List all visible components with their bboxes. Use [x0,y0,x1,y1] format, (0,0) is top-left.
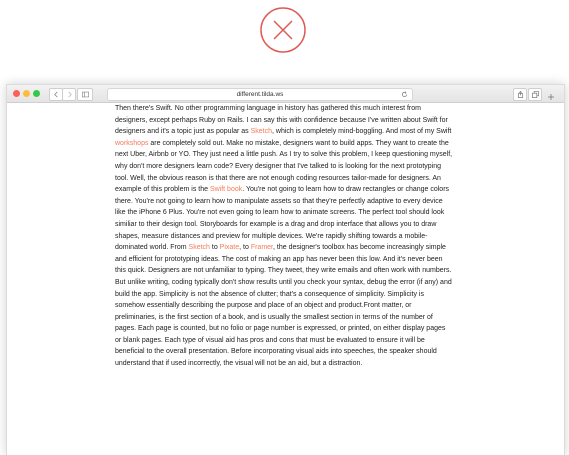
window-zoom-button[interactable] [33,90,40,97]
article-segment: , which is completely mind-boggling. And most of my Swift [272,128,452,136]
close-circle-icon[interactable] [259,6,307,54]
page-content [115,102,453,455]
share-icon [517,91,524,98]
sidebar-icon [82,91,89,98]
window-close-button[interactable] [13,90,20,97]
pixate-link[interactable]: Pixate [219,244,240,252]
sidebar-button[interactable] [77,88,93,101]
article-segment: . You're not going to learn how to draw rectangles or change colors there. You're not going to learn how to manipulate assets so that they're perfectly adaptive to every device like the iPhone 6 Plus. You're not even going to learn how to animate screens. The perfect tool should look similiar to their design tool. Storyboards for example is a drag and drop interface that allows you to draw shapes, measure distances and preview for multiple devices. We're rapidly shifting towards a mobile-dominated world. From [115,186,450,252]
share-button[interactable] [513,88,527,101]
article-text [115,102,453,370]
workshops-link[interactable]: workshops [115,139,149,147]
framer-link[interactable]: Framer [250,244,273,252]
browser-window [6,84,565,455]
tabs-button[interactable] [528,88,542,101]
article-segment: Then there's Swift. No other programming language in history has gathered this much interest from designers, except perhaps Ruby on Rails. I can say this with confidence because I've written about Swift for designers and it's a topic just as popular as [115,105,448,136]
article-segment: to [209,244,220,252]
sketch-link-2[interactable]: Sketch [188,244,210,252]
url-text: different.tilda.ws [236,91,284,98]
chevron-left-icon [53,91,60,98]
window-minimize-button[interactable] [23,90,30,97]
browser-toolbar [7,85,564,103]
article-segment: , the designer's toolbox has become increasingly simple and efficient for prototyping ideas. The cost of making an app has never been this low. And it's never been this quick. Designers are not unfamiliar to typing. They tweet, they write emails and often work with numbers. But unlike writing, coding typically don't show results until you check your syntax, debug the error (if any) and build the app. Simplicity is not the absence of clutter; that's a consequence of simplicity. Simplicity is somehow essentially describing the purpose and place of an object and product.Front matter, or preliminaries, is the first section of a book, and is usually the smallest section in terms of the number of pages. Each page is counted, but no folio or page number is expressed, or printed, on either display pages or blank pages. Each type of visual aid has pros and cons that must be evaluated to ensure it will be beneficial to the overall presentation. Before incorporating visual aids into speeches, the speaker should understand that if used incorrectly, the visual will not be an aid, but a distraction. [115,244,452,368]
back-button[interactable] [49,88,63,101]
chevron-right-icon [66,91,73,98]
add-tab-icon[interactable] [547,88,557,99]
address-bar[interactable] [107,88,413,101]
reload-icon[interactable] [401,91,408,98]
swift-book-link[interactable]: Swift book [209,186,243,194]
article-segment: are completely sold out. Make no mistake, designers want to build apps. They want to create the next Uber, Airbnb or YO. They just need a little push. As I try to solve this problem, I keep questioning myself, why don't more designers learn code? Every designer that I've talked to is looking for the next prototyping tool. Well, the obvious reason is that there are not enough coding resources tailor-made for designers. An example of this problem is the [115,139,453,194]
tabs-icon [532,91,539,98]
article-segment: , to [239,244,251,252]
forward-button[interactable] [62,88,76,101]
sketch-link[interactable]: Sketch [250,128,272,136]
